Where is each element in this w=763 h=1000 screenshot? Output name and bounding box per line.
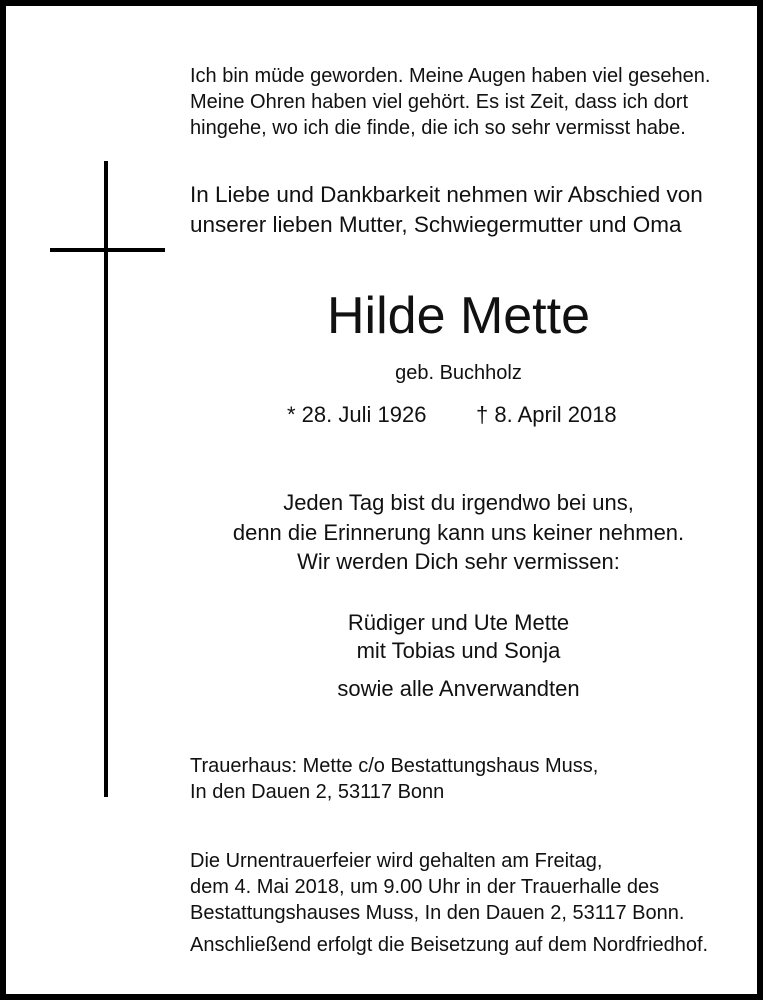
address-line: In den Dauen 2, 53117 Bonn [190, 781, 445, 803]
farewell-text [190, 180, 750, 240]
verse-line: Wir werden Dich sehr vermissen: [297, 549, 620, 574]
verse-line: denn die Erinnerung kann uns keiner nehmen. [232, 519, 685, 545]
verse-line: Jeden Tag bist du irgendwo bei uns, [283, 490, 634, 515]
mourning-house-address [190, 753, 750, 805]
deceased-name: Hilde Mette [327, 287, 590, 345]
cross-icon-vertical [104, 161, 108, 797]
address-line: Trauerhaus: Mette c/o Bestattungshaus Muss, [190, 755, 599, 777]
ceremony-line: Anschließend erfolgt die Beisetzung auf dem Nordfriedhof. [190, 934, 709, 956]
mourners-list [126, 609, 763, 703]
ceremony-line: Die Urnentrauerfeier wird gehalten am Freitag, [190, 850, 603, 872]
death-date: † 8. April 2018 [476, 402, 617, 427]
cross-icon-horizontal [50, 248, 165, 252]
intro-line: Ich bin müde geworden. Meine Augen haben viel gesehen. [190, 65, 711, 87]
mourner-line: Rüdiger und Ute Mette [347, 610, 570, 635]
maiden-name: geb. Buchholz [395, 362, 522, 384]
intro-line: hingehe, wo ich die finde, die ich so sehr vermisst habe. [190, 117, 686, 139]
ceremony-line: dem 4. Mai 2018, um 9.00 Uhr in der Trauerhalle des [190, 876, 660, 898]
memorial-verse [126, 488, 763, 577]
farewell-line: unserer lieben Mutter, Schwiegermutter und Oma [190, 212, 682, 237]
mourner-line: sowie alle Anverwandten [337, 676, 580, 701]
intro-quote [190, 63, 750, 141]
farewell-line: In Liebe und Dankbarkeit nehmen wir Abschied von [190, 182, 703, 207]
ceremony-info [190, 848, 750, 958]
ceremony-line: Bestattungshauses Muss, In den Dauen 2, 53117 Bonn. [190, 902, 685, 924]
birth-date: * 28. Juli 1926 [287, 402, 427, 427]
mourner-line: mit Tobias und Sonja [356, 638, 561, 663]
intro-line: Meine Ohren haben viel gehört. Es ist Zeit, dass ich dort [190, 91, 689, 113]
